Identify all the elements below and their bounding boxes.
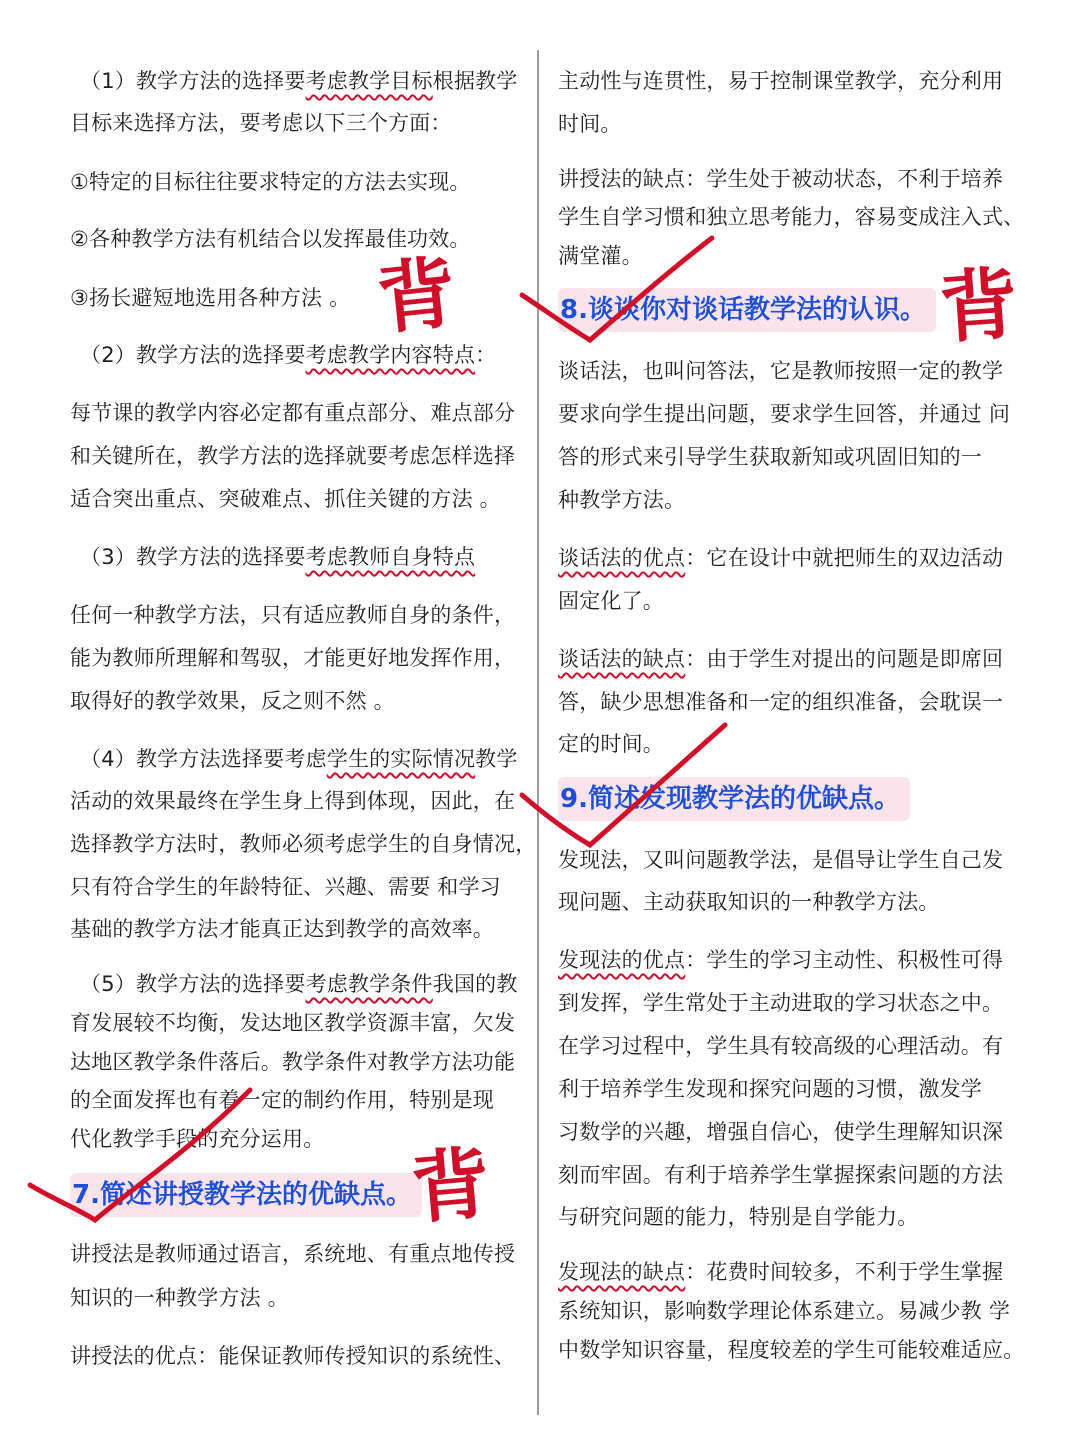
q8-heading: 8.谈谈你对谈话教学法的认识。 [558, 288, 936, 332]
q8-body-line: 谈话法，也叫问答法，它是教师按照一定的教学 [558, 359, 1004, 383]
q8-con-line: 答，缺少思想准备和一定的组织准备，会耽误一 [558, 690, 1004, 714]
q7-body-line: 讲授法是教师通过语言，系统地、有重点地传授 [70, 1242, 516, 1266]
q9-pro-line: 利于培养学生发现和探究问题的习惯，激发学 [558, 1077, 982, 1101]
q7-pro-line-1: 讲授法的优点：能保证教师传授知识的系统性、 [70, 1344, 516, 1368]
p4-body-line: 只有符合学生的年龄特征、兴趣、需要 和学习 [70, 875, 501, 899]
p1-item-3: ③扬长避短地选用各种方法 。 [70, 286, 351, 310]
p5-body-line: 育发展较不均衡，发达地区教学资源丰富，欠发 [70, 1011, 516, 1035]
q9-con-line-1: 发现法的缺点：花费时间较多，不利于学生掌握 [558, 1260, 1004, 1284]
p1-line-2: 目标来选择方法，要考虑以下三个方面： [70, 111, 452, 135]
p3-keyword: 考虑教师自身特点 [305, 545, 476, 569]
q8-body-line: 要求向学生提出问题，要求学生回答，并通过 问 [558, 402, 1011, 426]
q8-con-line-1: 谈话法的缺点：由于学生对提出的问题是即席回 [558, 647, 1004, 671]
q8-con-label: 谈话法的缺点 [558, 647, 686, 671]
q9-body-line: 现问题、主动获取知识的一种教学方法。 [558, 890, 940, 914]
q9-pro-line: 到发挥，学生常处于主动进取的学习状态之中。 [558, 991, 1004, 1015]
p1-keyword: 考虑教学目标 [305, 69, 433, 93]
q8-body-line: 答的形式来引导学生获取新知或巩固旧知的一 [558, 445, 982, 469]
q7-pro-cont-line: 时间。 [558, 112, 622, 136]
p4-body-line: 选择教学方法时，教师必须考虑学生的自身情况， [70, 832, 537, 856]
q7-con-line: 满堂灌。 [558, 244, 643, 268]
p1-item-1: ①特定的目标往往要求特定的方法去实现。 [70, 170, 471, 194]
q9-body-line: 发现法，又叫问题教学法，是倡导让学生自己发 [558, 848, 1004, 872]
q8-pro-line-1: 谈话法的优点：它在设计中就把师生的双边活动 [558, 546, 1004, 570]
q9-heading: 9.简述发现教学法的优缺点。 [558, 777, 910, 821]
q7-con-line: 讲授法的缺点：学生处于被动状态，不利于培养 [558, 167, 1004, 191]
p5-keyword: 考虑教学条件 [305, 972, 433, 996]
p4-body-line: 活动的效果最终在学生身上得到体现，因此，在 [70, 789, 516, 813]
q8-pro-line-2: 固定化了。 [558, 589, 664, 613]
p3-body-line: 任何一种教学方法，只有适应教师自身的条件， [70, 603, 516, 627]
q8-body-line: 种教学方法。 [558, 488, 686, 512]
q9-pro-line-1: 发现法的优点：学生的学习主动性、积极性可得 [558, 948, 1004, 972]
p3-line-1: （3）教学方法的选择要考虑教师自身特点 [80, 545, 476, 569]
p5-line-1: （5）教学方法的选择要考虑教学条件我国的教 [80, 972, 518, 996]
p3-body-line: 取得好的教学效果，反之则不然 。 [70, 689, 395, 713]
q9-pro-line: 在学习过程中，学生具有较高级的心理活动。有 [558, 1034, 1004, 1058]
p5-body-line: 的全面发挥也有着一定的制约作用，特别是现 [70, 1088, 494, 1112]
q7-body-line: 知识的一种教学方法 。 [70, 1286, 289, 1310]
q9-pro-line: 与研究问题的能力，特别是自学能力。 [558, 1205, 919, 1229]
check-mark-icon [522, 725, 725, 845]
p2-keyword: 考虑教学内容特点 [305, 343, 476, 367]
q8-pro-label: 谈话法的优点 [558, 546, 686, 570]
p2-line-1: （2）教学方法的选择要考虑教学内容特点： [80, 343, 497, 367]
q7-con-line: 学生自学习惯和独立思考能力，容易变成注入式、 [558, 205, 1025, 229]
q7-pro-cont-line: 主动性与连贯性，易于控制课堂教学，充分利用 [558, 69, 1004, 93]
p2-body-line: 适合突出重点、突破难点、抓住关键的方法 。 [70, 487, 501, 511]
memorize-mark: 背 [373, 247, 461, 346]
p2-body-line: 每节课的教学内容必定都有重点部分、难点部分 [70, 401, 516, 425]
q9-con-line: 中数学知识容量，程度较差的学生可能较难适应。 [558, 1338, 1025, 1362]
q9-con-line: 系统知识，影响数学理论体系建立。易减少教 学 [558, 1299, 1011, 1323]
p4-keyword: 学生的实际情况 [326, 747, 476, 771]
q9-pro-line: 习数学的兴趣，增强自信心，使学生理解知识深 [558, 1120, 1004, 1144]
p3-body-line: 能为教师所理解和驾驭，才能更好地发挥作用， [70, 646, 516, 670]
check-mark-icon [30, 1090, 250, 1220]
q7-heading: 7.简述讲授教学法的优缺点。 [70, 1173, 422, 1217]
q8-con-line: 定的时间。 [558, 732, 664, 756]
p2-body-line: 和关键所在，教学方法的选择就要考虑怎样选择 [70, 444, 516, 468]
p5-body-line: 达地区教学条件落后。教学条件对教学方法功能 [70, 1050, 516, 1074]
p1-line-1: （1）教学方法的选择要考虑教学目标根据教学 [80, 69, 518, 93]
p4-line-1: （4）教学方法选择要考虑学生的实际情况教学 [80, 747, 518, 771]
p1-item-2: ②各种教学方法有机结合以发挥最佳功效。 [70, 227, 471, 251]
p5-body-line: 代化教学手段的充分运用。 [70, 1127, 325, 1151]
memorize-mark: 背 [408, 1137, 494, 1236]
check-mark-icon [522, 238, 712, 340]
memorize-mark: 背 [936, 258, 1022, 355]
q9-con-label: 发现法的缺点 [558, 1260, 686, 1284]
p4-body-line: 基础的教学方法才能真正达到教学的高效率。 [70, 917, 494, 941]
q9-pro-label: 发现法的优点 [558, 948, 686, 972]
q9-pro-line: 刻而牢固。有利于培养学生掌握探索问题的方法 [558, 1163, 1004, 1187]
